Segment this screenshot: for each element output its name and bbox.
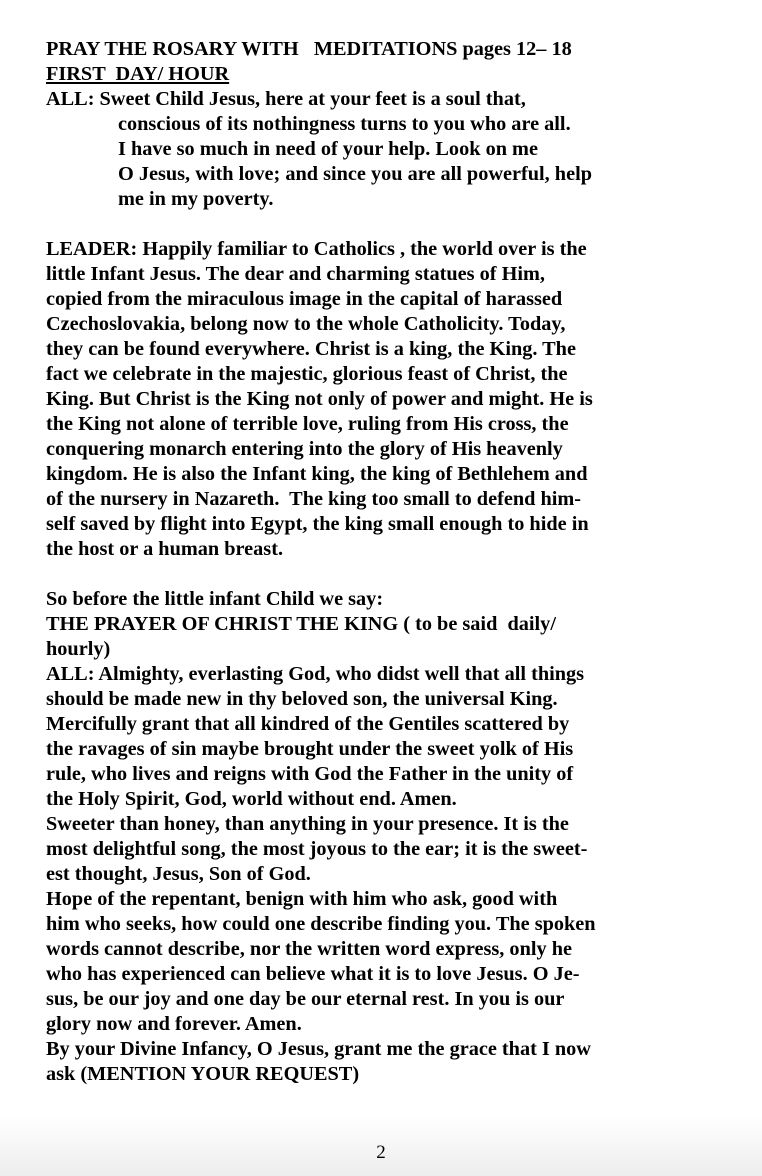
closing-line: words cannot describe, nor the written word express, only he bbox=[46, 938, 572, 960]
closing-line: Sweeter than honey, than anything in your presence. It is the bbox=[46, 813, 569, 835]
closing-line: Mercifully grant that all kindred of the Gentiles scattered by bbox=[46, 713, 570, 735]
closing-line: ALL: Almighty, everlasting God, who didst well that all things bbox=[46, 663, 585, 685]
prayer-heading: THE PRAYER OF CHRIST THE KING ( to be said daily/ bbox=[46, 613, 556, 635]
paragraph-gap bbox=[46, 562, 706, 587]
leader-line: kingdom. He is also the Infant king, the king of Bethlehem and bbox=[46, 463, 588, 485]
closing-line: So before the little infant Child we say: bbox=[46, 588, 384, 610]
page-number: 2 bbox=[376, 1142, 386, 1163]
closing-line: him who seeks, how could one describe finding you. The spoken bbox=[46, 913, 596, 935]
closing-line: the Holy Spirit, God, world without end. Amen. bbox=[46, 788, 457, 810]
document-title: PRAY THE ROSARY WITH MEDITATIONS pages 12– 18 bbox=[46, 38, 572, 60]
leader-paragraph bbox=[46, 237, 706, 562]
leader-line: Czechoslovakia, belong now to the whole Catholicity. Today, bbox=[46, 313, 566, 335]
leader-line: copied from the miraculous image in the capital of harassed bbox=[46, 288, 563, 310]
prayer-line: conscious of its nothingness turns to you who are all. bbox=[118, 113, 571, 135]
leader-line: the King not alone of terrible love, ruling from His cross, the bbox=[46, 413, 569, 435]
closing-line: ask (MENTION YOUR REQUEST) bbox=[46, 1063, 360, 1085]
closing-line: By your Divine Infancy, O Jesus, grant me the grace that I now bbox=[46, 1038, 591, 1060]
closing-line: the ravages of sin maybe brought under the sweet yolk of His bbox=[46, 738, 574, 760]
all-prayer-opening bbox=[46, 87, 706, 212]
paragraph-gap bbox=[46, 212, 706, 237]
prayer-line: ALL: Sweet Child Jesus, here at your feet is a soul that, bbox=[46, 88, 526, 110]
leader-line: they can be found everywhere. Christ is a king, the King. The bbox=[46, 338, 576, 360]
page-content bbox=[46, 37, 706, 1087]
leader-line: of the nursery in Nazareth. The king too small to defend him- bbox=[46, 488, 582, 510]
closing-line: who has experienced can believe what it is to love Jesus. O Je- bbox=[46, 963, 580, 985]
day-heading: FIRST DAY/ HOUR bbox=[46, 63, 230, 85]
closing-line: glory now and forever. Amen. bbox=[46, 1013, 302, 1035]
leader-line: self saved by flight into Egypt, the king small enough to hide in bbox=[46, 513, 589, 535]
closing-prayers bbox=[46, 587, 706, 1087]
leader-line: conquering monarch entering into the glory of His heavenly bbox=[46, 438, 563, 460]
leader-line: King. But Christ is the King not only of power and might. He is bbox=[46, 388, 593, 410]
closing-line: Hope of the repentant, benign with him who ask, good with bbox=[46, 888, 558, 910]
closing-line: most delightful song, the most joyous to the ear; it is the sweet- bbox=[46, 838, 588, 860]
leader-line: LEADER: Happily familiar to Catholics , the world over is the bbox=[46, 238, 587, 260]
prayer-heading-cont: hourly) bbox=[46, 638, 111, 660]
leader-line: fact we celebrate in the majestic, glorious feast of Christ, the bbox=[46, 363, 568, 385]
prayer-line: O Jesus, with love; and since you are all powerful, help bbox=[118, 163, 593, 185]
prayer-line: I have so much in need of your help. Look on me bbox=[118, 138, 538, 160]
closing-line: est thought, Jesus, Son of God. bbox=[46, 863, 311, 885]
closing-line: sus, be our joy and one day be our eternal rest. In you is our bbox=[46, 988, 565, 1010]
leader-line: the host or a human breast. bbox=[46, 538, 284, 560]
closing-line: rule, who lives and reigns with God the Father in the unity of bbox=[46, 763, 574, 785]
closing-line: should be made new in thy beloved son, the universal King. bbox=[46, 688, 558, 710]
leader-line: little Infant Jesus. The dear and charming statues of Him, bbox=[46, 263, 545, 285]
prayer-line: me in my poverty. bbox=[118, 188, 274, 210]
